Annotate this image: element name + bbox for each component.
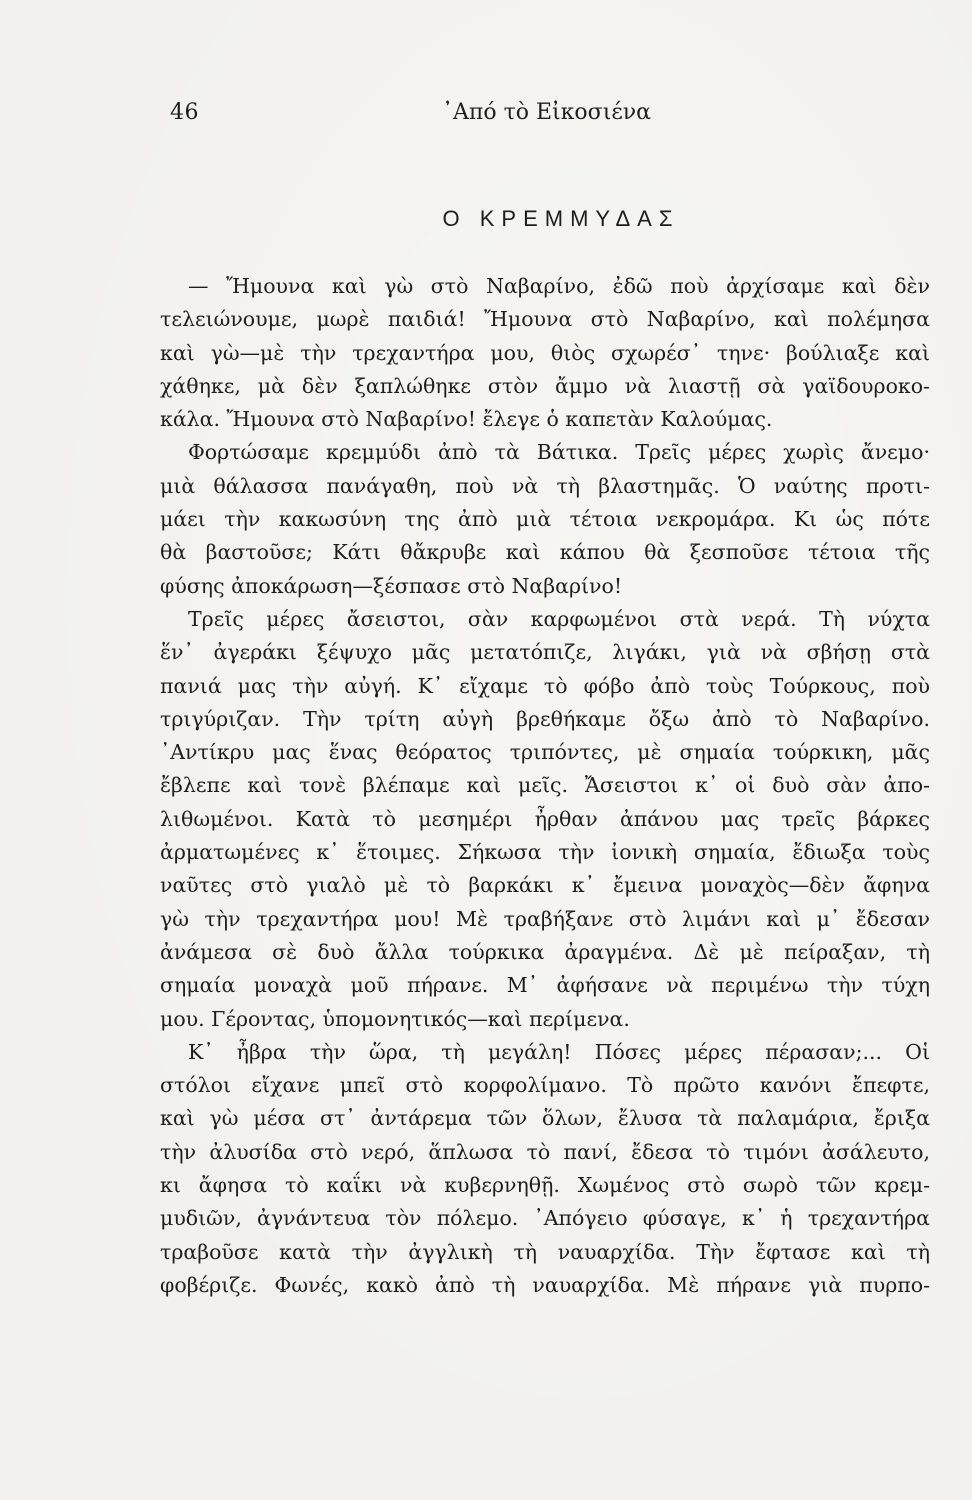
text-line: μυδιῶν, ἀγνάντευα τὸν πόλεμο. ᾿Απόγειο φύσαγε, κ᾿ ἡ τρεχαντήρα [160, 1206, 930, 1231]
chapter-title: Ο ΚΡΕΜΜΥΔΑΣ [442, 206, 680, 231]
text-line: τριγύριζαν. Τὴν τρίτη αὐγὴ βρεθήκαμε ὄξω ἀπὸ τὸ Ναβαρίνο. [160, 706, 930, 731]
text-line: στόλοι εἴχανε μπεῖ στὸ κορφολίμανο. Τὸ πρῶτο κανόνι ἔπεφτε, [160, 1073, 930, 1098]
text-line: ἕν᾿ ἀγεράκι ξέψυχο μᾶς μετατόπιζε, λιγάκι, γιὰ νὰ σβήσῃ στὰ [160, 640, 930, 665]
page-number: 46 [170, 100, 199, 125]
text-line: ἔβλεπε καὶ τονὲ βλέπαμε καὶ μεῖς. Ἄσειστοι κ᾿ οἱ δυὸ σὰν ἀπο- [160, 773, 930, 798]
text-line: μάει τὴν κακωσύνη της ἀπὸ μιὰ τέτοια νεκρομάρα. Κι ὡς πότε [160, 507, 930, 532]
text-line: μιὰ θάλασσα πανάγαθη, ποὺ νὰ τὴ βλαστημᾶς. Ὁ ναύτης προτι- [160, 473, 930, 498]
text-line: Φορτώσαμε κρεμμύδι ἀπὸ τὰ Βάτικα. Τρεῖς μέρες χωρὶς ἄνεμο· [188, 440, 930, 465]
text-line: τραβοῦσε κατὰ τὴν ἀγγλικὴ τὴ ναυαρχίδα. Τὴν ἔφτασε καὶ τὴ [160, 1239, 930, 1264]
text-line: τελειώνουμε, μωρὲ παιδιά! Ἤμουνα στὸ Ναβαρίνο, καὶ πολέμησα [160, 307, 930, 332]
text-line: θὰ βαστοῦσε; Κάτι θἄκρυβε καὶ κάπου θὰ ξεσποῦσε τέτοια τῆς [160, 540, 930, 565]
text-line: λιθωμένοι. Κατὰ τὸ μεσημέρι ἦρθαν ἀπάνου μας τρεῖς βάρκες [160, 806, 930, 831]
text-line: μου. Γέροντας, ὑπομονητικός—καὶ περίμενα. [160, 1006, 630, 1031]
text-line: — Ἤμουνα καὶ γὼ στὸ Ναβαρίνο, ἐδῶ ποὺ ἀρχίσαμε καὶ δὲν [188, 274, 930, 298]
text-line: ἀρματωμένες κ᾿ ἕτοιμες. Σήκωσα τὴν ἰονικὴ σημαία, ἔδιωξα τοὺς [160, 840, 930, 865]
text-line: Κ᾿ ἦβρα τὴν ὥρα, τὴ μεγάλη! Πόσες μέρες πέρασαν;... Οἱ [188, 1039, 930, 1064]
running-title: ᾿Από τὸ Εἰκοσιένα [442, 100, 651, 125]
text-line: φοβέριζε. Φωνές, κακὸ ἀπὸ τὴ ναυαρχίδα. Μὲ πήρανε γιὰ πυρπο- [160, 1272, 930, 1297]
text-line: κι ἄφησα τὸ καΐκι νὰ κυβερνηθῇ. Χωμένος στὸ σωρὸ τῶν κρεμ- [160, 1173, 930, 1198]
text-line: ναῦτες στὸ γιαλὸ μὲ τὸ βαρκάκι κ᾿ ἔμεινα μοναχὸς—δὲν ἄφηνα [160, 873, 930, 898]
running-header [160, 100, 940, 140]
text-line: τὴν ἀλυσίδα στὸ νερό, ἅπλωσα τὸ πανί, ἔδεσα τὸ τιμόνι ἀσάλευτο, [160, 1139, 930, 1164]
text-line: χάθηκε, μὰ δὲν ξαπλώθηκε στὸν ἄμμο νὰ λιαστῇ σὰ γαϊδουροκο- [160, 373, 930, 398]
text-line: σημαία μοναχὰ μοῦ πήρανε. Μ᾿ ἀφήσανε νὰ περιμένω τὴν τύχη [160, 973, 930, 998]
text-line: ἀνάμεσα σὲ δυὸ ἄλλα τούρκικα ἀραγμένα. Δὲ μὲ πείραξαν, τὴ [160, 939, 930, 964]
text-line: φύσης ἀποκάρωση—ξέσπασε στὸ Ναβαρίνο! [160, 573, 623, 598]
text-line: καὶ γὼ μέσα στ᾿ ἀντάρεμα τῶν ὅλων, ἔλυσα τὰ παλαμάρια, ἔριξα [160, 1106, 930, 1131]
text-line: ᾿Αντίκρυ μας ἕνας θεόρατος τριπόντες, μὲ σημαία τούρκικη, μᾶς [160, 740, 930, 765]
text-line: πανιά μας τὴν αὐγή. Κ᾿ εἴχαμε τὸ φόβο ἀπὸ τοὺς Τούρκους, ποὺ [160, 673, 930, 698]
text-line: καὶ γὼ—μὲ τὴν τρεχαντήρα μου, θιὸς σχωρέσ᾿ τηνε· βούλιαξε καὶ [160, 340, 930, 365]
text-line: γὼ τὴν τρεχαντήρα μου! Μὲ τραβήξανε στὸ λιμάνι καὶ μ᾿ ἔδεσαν [160, 906, 930, 931]
text-line: Τρεῖς μέρες ἄσειστοι, σὰν καρφωμένοι στὰ νερά. Τὴ νύχτα [188, 606, 930, 631]
body-text [160, 270, 930, 1302]
text-line: κάλα. Ἤμουνα στὸ Ναβαρίνο! ἔλεγε ὁ καπετὰν Καλούμας. [160, 407, 773, 432]
